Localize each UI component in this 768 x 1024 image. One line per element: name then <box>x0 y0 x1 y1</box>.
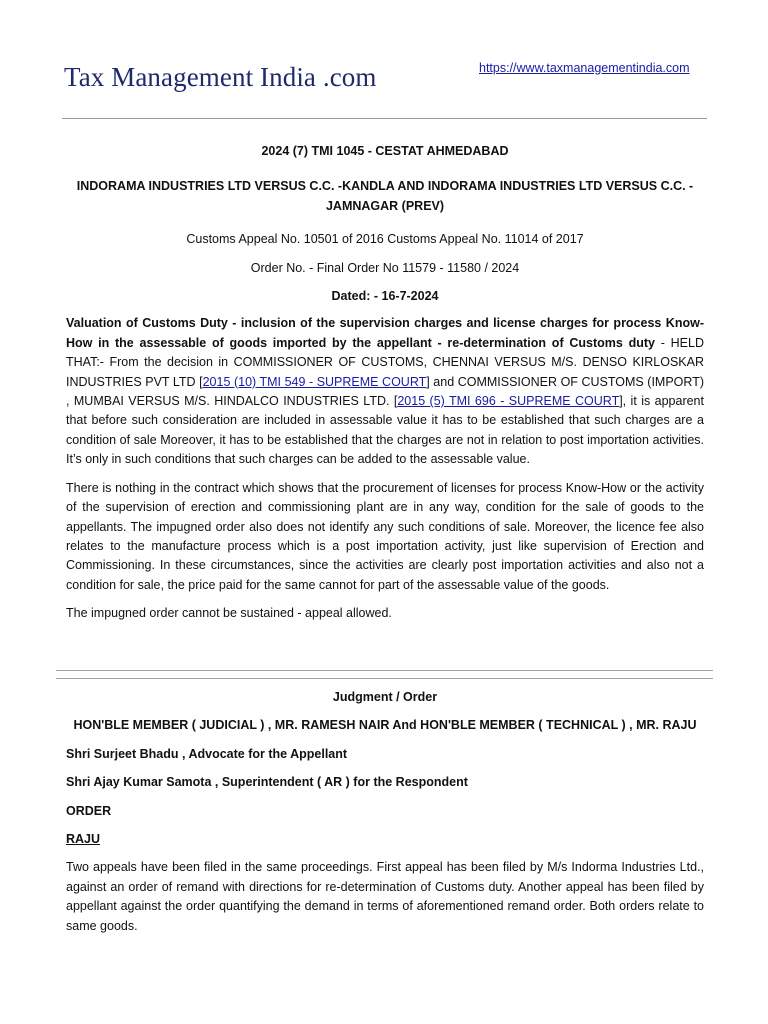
order-author <box>66 830 704 849</box>
order-body: Two appeals have been filed in the same proceedings. First appeal has been filed by M/s Indorma Industries Ltd., against an order of remand with directions for re-determination of Customs duty. Another appeal has been filed by appellant against the order quantifying the demand in terms of aforementioned remand order. Both orders relate to same goods. <box>66 860 704 933</box>
judgment-heading: Judgment / Order <box>332 690 438 704</box>
headnote-intro: Valuation of Customs Duty - inclusion of the supervision charges and license charges for process Know-How in the assessable of goods imported by the appellant - re-determination of Customs duty <box>66 316 704 350</box>
judgment-section <box>66 688 704 936</box>
order-label: ORDER <box>66 803 112 818</box>
bench-members: HON'BLE MEMBER ( JUDICIAL ) , MR. RAMESH NAIR And HON'BLE MEMBER ( TECHNICAL ) , MR. RAJU <box>73 718 697 733</box>
order-number: Order No. - Final Order No 11579 - 11580 / 2024 <box>250 260 520 275</box>
case-summary <box>66 142 704 624</box>
headnote-paragraph-2: There is nothing in the contract which shows that the procurement of licenses for process Know-How or the activity of the supervision of erection and commissioning plant are in any way, condition for the sale of goods to the appellants. The impugned order also does not identify any such conditions of sale. Moreover, the licence fee also relates to the manufacture process which is a post importation activity, just like supervision of Erection and Commissioning. In these circumstances, since the activities are clearly post importation activities and also not a condition for sale, the price paid for the same cannot for part of the assessable value of the goods. <box>66 480 704 592</box>
section-divider <box>56 670 713 679</box>
respondent-counsel: Shri Ajay Kumar Samota , Superintendent ( AR ) for the Respondent <box>66 775 468 790</box>
citation-link-2[interactable]: 2015 (5) TMI 696 - SUPREME COURT <box>397 394 620 409</box>
headnote-text-2: ] and COMMISSIONER OF CUSTOMS (IMPORT) , MUMBAI VERSUS M/S. HINDALCO INDUSTRIES LTD. [ <box>66 374 705 409</box>
appellant-counsel: Shri Surjeet Bhadu , Advocate for the Appellant <box>66 746 348 761</box>
case-parties: INDORAMA INDUSTRIES LTD VERSUS C.C. -KANDLA AND INDORAMA INDUSTRIES LTD VERSUS C.C. -JAMNAGAR (PREV) <box>76 179 694 213</box>
site-url-link[interactable]: https://www.taxmanagementindia.com <box>479 61 690 75</box>
site-title: Tax Management India .com <box>64 62 377 92</box>
headnote-text-3: ], it is apparent that before such consideration are included in assessable value it has to be established that such charges are a condition of sale Moreover, it has to be established that the charges are not in relation to post importation activities. It’s only in such conditions that such charges can be added to the assessable value. <box>66 394 704 467</box>
appeal-number: Customs Appeal No. 10501 of 2016 Customs Appeal No. 11014 of 2017 <box>186 232 584 247</box>
case-citation: 2024 (7) TMI 1045 - CESTAT AHMEDABAD <box>261 144 509 158</box>
citation-link-1[interactable]: 2015 (10) TMI 549 - SUPREME COURT <box>202 374 427 389</box>
order-date: Dated: - 16-7-2024 <box>331 289 439 304</box>
order-author-name: RAJU <box>66 832 101 847</box>
headnote-conclusion: The impugned order cannot be sustained - appeal allowed. <box>66 606 392 621</box>
headnote-text-1: - HELD THAT:- From the decision in COMMISSIONER OF CUSTOMS, CHENNAI VERSUS M/S. DENSO KIRLOSKAR INDUSTRIES PVT LTD [ <box>66 335 705 389</box>
headnote-paragraph <box>66 314 704 469</box>
header-divider <box>62 118 707 119</box>
